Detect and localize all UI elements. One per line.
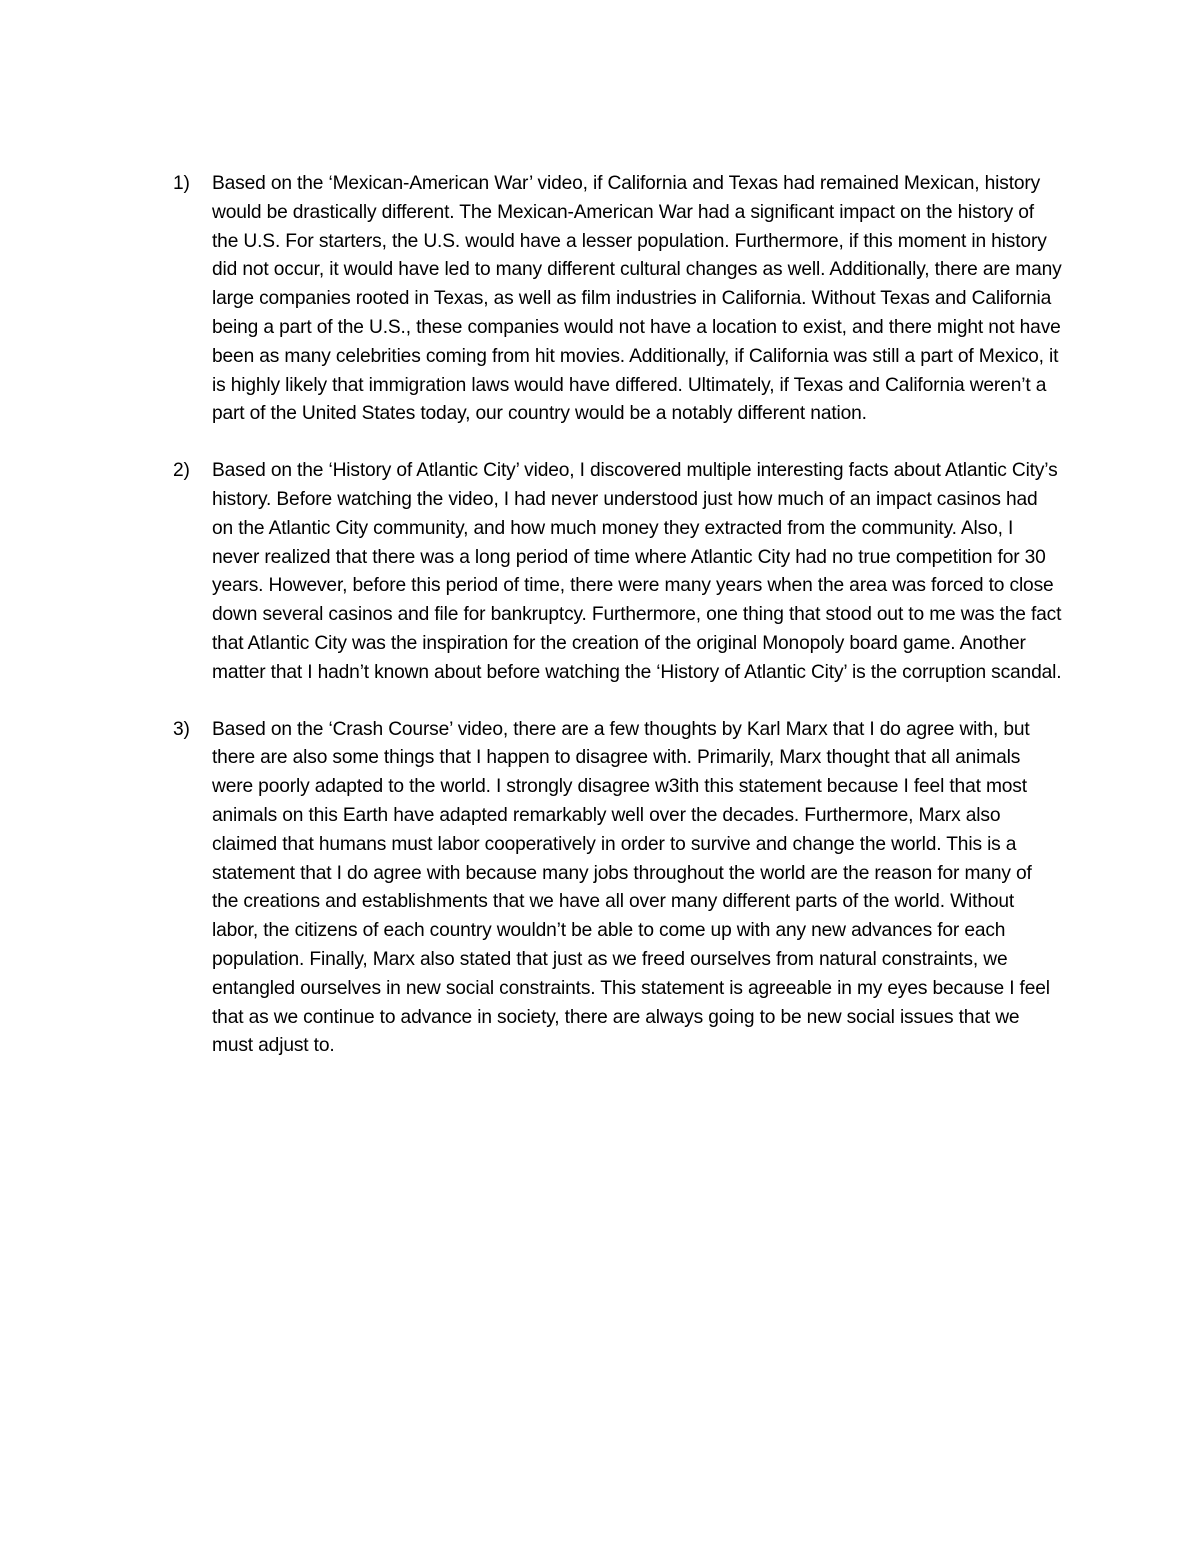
answer-number: 2) [173,460,190,482]
answer-item-1 [0,170,1062,429]
answer-text: Based on the ‘History of Atlantic City’ video, I discovered multiple interesting facts about Atlantic City’s history. Before watching the video, I had never understood just how much of an impact casinos had on the Atlantic City community, and how much money they extracted from the community. Also, I never realized that there was a long period of time where Atlantic City had no true competition for 30 years. However, before this period of time, there were many years when the area was forced to close down several casinos and file for bankruptcy. Furthermore, one thing that stood out to me was the fact that Atlantic City was the inspiration for the creation of the original Monopoly board game. Another matter that I hadn’t known about before watching the ‘History of Atlantic City’ is the corruption scandal. [212,460,1062,683]
answer-item-3 [0,716,1062,1062]
answer-list [0,170,1200,1089]
answer-text: Based on the ‘Crash Course’ video, there are a few thoughts by Karl Marx that I do agree with, but there are also some things that I happen to disagree with. Primarily, Marx thought that all animals were poorly adapted to the world. I strongly disagree w3ith this statement because I feel that most animals on this Earth have adapted remarkably well over the decades. Furthermore, Marx also claimed that humans must labor cooperatively in order to survive and change the world. This is a statement that I do agree with because many jobs throughout the world are the reason for many of the creations and establishments that we have all over many different parts of the world. Without labor, the citizens of each country wouldn’t be able to come up with any new advances for each population. Finally, Marx also stated that just as we freed ourselves from natural constraints, we entangled ourselves in new social constraints. This statement is agreeable in my eyes because I feel that as we continue to advance in society, there are always going to be new social issues that we must adjust to. [212,718,1050,1057]
answer-item-2 [0,457,1062,687]
answer-number: 3) [173,718,190,740]
answer-number: 1) [173,173,190,194]
answer-text: Based on the ‘Mexican-American War’ video, if California and Texas had remained Mexican, history would be drastically different. The Mexican-American War had a significant impact on the history of the U.S. For starters, the U.S. would have a lesser population. Furthermore, if this moment in history did not occur, it would have led to many different cultural changes as well. Additionally, there are many large companies rooted in Texas, as well as film industries in California. Without Texas and California being a part of the U.S., these companies would not have a location to exist, and there might not have been as many celebrities coming from hit movies. Additionally, if California was still a part of Mexico, it is highly likely that immigration laws would have differed. Ultimately, if Texas and California weren’t a part of the United States today, our country would be a notably different nation. [212,173,1062,425]
